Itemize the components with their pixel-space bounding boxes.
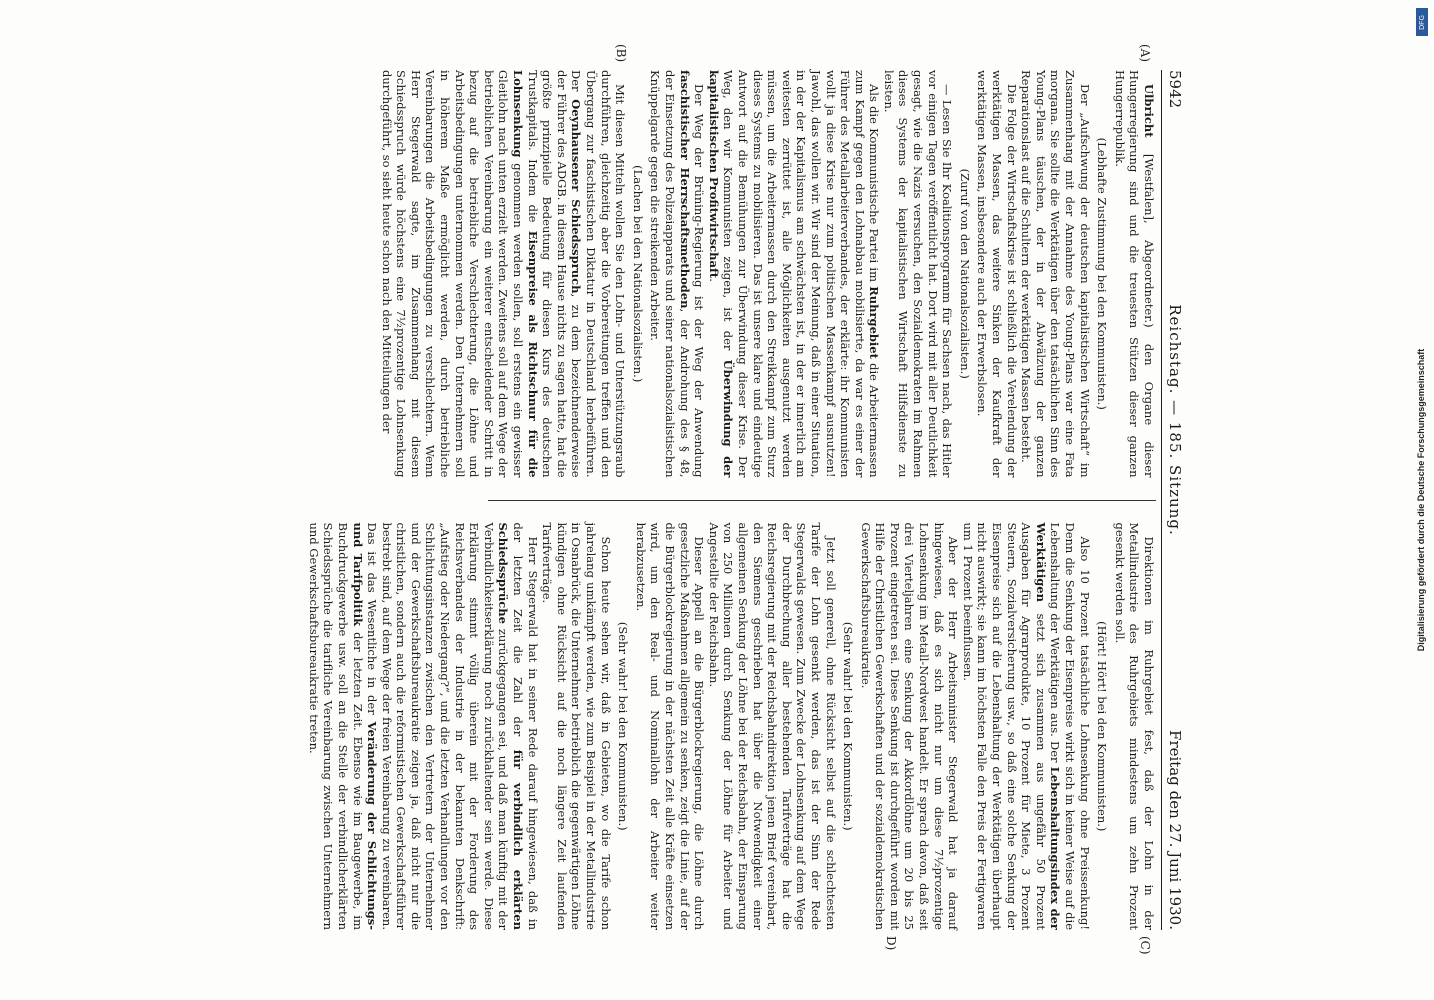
emphasis-term: Lebenshaltungsindex der Werktätigen — [1033, 522, 1063, 930]
column-divider — [488, 500, 1156, 501]
interjection: (Lebhafte Zustimmung bei den Kommunisten.) — [1095, 137, 1110, 410]
paragraph: Dieser Appell an die Bürgerblockregierung, die Löhne durch gesetzliche Maßnahmen allgemein zu senken, zeigt die Linie, auf der die Bürgerblockregierung in der nächsten Zeit alle Kräfte einsetzen wird, um den Real- und Nominallohn der Arbeiter weiter herabzusetzen. — [633, 522, 707, 930]
emphasis-term: Veränderung der Schlichtungs- und Tarifpolitik — [350, 522, 380, 931]
paragraph: Der Weg der Brüning-Regierung ist der Weg der Anwendung faschistischer Herrschaftsmethoden, der Androhung des § 48, der Einsetzung des Polizeiapparats und seiner nationalsozialistischen Knüppelgarde gegen die streikenden Arbeiter. — [648, 70, 707, 478]
interjection: (Sehr wahr! bei den Kommunisten.) — [616, 621, 631, 831]
emphasis-term: Ruhrgebiet — [867, 286, 882, 359]
emphasis-term: Ulbricht — [1142, 84, 1156, 138]
emphasis-term: Überwindung der kapitalistischen Profitwirtschaft — [706, 70, 736, 478]
paragraph: Mit diesen Mitteln wollen Sie den Lohn- und Unterstützungsraub durchführen, gleichzeitig aber die Vorbereitungen treffen und den Übergang zur faschistischen Diktatur in Deutschland herbeiführen. Der Oeynhausener Schiedsspruch, zu dem bezeichnenderweise der Führer des ADGB. in diesem Hause nichts zu sagen hatte, hat die größte prinzipielle Bedeutung für diesen Kurs des deutschen Trustkapitals. Indem die Eisenpreise als Richtschnur für die Lohnsenkung genommen werden sollen, soll erstens ein gewisser Gleitlohn nach unten erzielt werden. Zweitens soll auf dem Wege der betrieblichen Vereinbarung ein weiterer entscheidender Schritt in bezug auf die betriebliche Verschlechterung, die Löhne und Arbeitsbedingungen unternommen werden. Den Unternehmern soll in höherem Maße ermöglicht werden, durch betriebliche Vereinbarungen die Arbeitsbedingungen zu verschlechtern. Wenn Herr Stegerwald sagte, im Zusammenhang mit diesem Schiedsspruch würde höchstens eine 7½prozentige Lohnsenkung durchgeführt, so sieht heute schon nach den Mitteilungen der — [379, 70, 628, 478]
margin-letter-a: (A) — [1138, 44, 1152, 63]
paragraph: Herr Stegerwald hat in seiner Rede darauf hingewiesen, daß in der letzten Zeit die Zahl der für verbindlich erklärten Schiedssprüche zurückgegangen sei, und daß man künftig mit der Verbindlichkeitserklärung noch zurückhaltender sein werde. Diese Erklärung stimmt völlig überein mit der Forderung des Reichsverbandes der Industrie in der bekannten Denkschrift: „Aufstieg oder Niedergang?“, und die letzten Verhandlungen vor den Schlichtungsinstanzen zwischen den Vertretern der Unternehmer und der Gewerkschaftsbureaukratie zeigen ja, daß nicht nur die christlichen, sondern auch die reformistischen Gewerkschaftsführer bestrebt sind, auf dem Wege der freien Vereinbarung zu vereinbaren. Das ist das Wesentliche in der Veränderung der Schlichtungs- und Tarifpolitik der letzten Zeit. Ebenso wie im Baugewerbe, im Buchdruckgewerbe usw. soll an die Stelle der verbindlicherklärten Schiedssprüche die tarifliche Vereinbarung zwischen Unternehmern und Gewerkschaftsbureaukratie treten. — [306, 522, 540, 931]
paragraph: Also 10 Prozent tatsächliche Lohnsenkung ohne Preissenkung! Denn die Senkung der Eisenpreise wirkt sich in keiner Weise auf die Lebenshaltung der Werktätigen aus. Der Lebenshaltungsindex der Werktätigen setzt sich zusammen aus ungefähr 50 Prozent Ausgaben für Agrarprodukte, 10 Prozent für Miete, 3 Prozent Steuern, Sozialversicherung usw., so daß eine solche Senkung der Eisenpreise sich auf die Lebenshaltung der Werktätigen überhaupt nicht auswirkt; sie kann im höchsten Falle den Preis der Fertigwaren um 1 Prozent beeinflussen. — [960, 522, 1092, 930]
paragraph: Schon heute sehen wir, daß in Gebieten, wo die Tarife schon jahrelang umkämpft werden, wie zum Beispiel in der Metallindustrie in Osnabrück, die Unternehmer betrieblich die gegenwärtigen Löhne kündigen ohne Rücksicht auf die noch längere Zeit laufenden Tarifverträge. — [540, 522, 613, 930]
paragraph: Die Folge der Wirtschaftskrise ist schließlich die Verelendung der werktätigen Massen, das weitere Sinken der Kaufkraft der werktätigen Massen, insbesondere auch der Erwerbslosen. — [975, 70, 1019, 478]
margin-letter-c: (C) — [1138, 936, 1152, 955]
text-columns — [306, 70, 1156, 931]
session-title: Reichstag. — 185. Sitzung. — [1166, 304, 1184, 536]
paragraph: Der „Aufschwung der deutschen kapitalistischen Wirtschaft“ im Zusammenhang mit der Annahme des Young-Plans war eine Fata morgana. Sie sollte die Werktätigen über den tatsächlichen Sinn des Young-Plans täuschen, der in der Abwälzung der ganzen Reparationslast auf die Schultern der werktätigen Massen besteht. — [1019, 70, 1092, 478]
interjection: (Sehr wahr! bei den Kommunisten.) — [841, 621, 856, 831]
emphasis-term: für verbindlich erklärten Schiedssprüche — [496, 522, 526, 930]
paragraph: Jetzt soll generell, ohne Rücksicht selbst auf die schlechtesten Tarife der Lohn gesenkt werden, das ist der Sinn der Rede Stegerwalds gewesen. Zum Zwecke der Lohnsenkung auf dem Wege der Durchbrechung aller bestehenden Tarifverträge hat die Reichsregierung mit der Reichsbahndirektion jenen Brief vereinbart, den Siemens geschrieben hat über die Notwendigkeit einer allgemeinen Senkung der Löhne bei der Reichsbahn, der Einsparung von 250 Millionen durch Senkung der Löhne für Arbeiter und Angestellte der Reichsbahn. — [706, 522, 838, 930]
right-column — [306, 522, 1156, 931]
left-column — [379, 70, 1156, 478]
page-header — [1161, 70, 1188, 930]
interjection: (Lachen bei den Nationalsozialisten.) — [630, 165, 645, 383]
paragraph: Als die Kommunistische Partei im Ruhrgebiet die Arbeitermassen zum Kampf gegen den Lohnabbau mobilisierte, da war es einer der Führer des Metallarbeiterverbandes, der erklärte: ihr Kommunisten wollt ja diese Krise nur zum politischen Massenkampf ausnutzen! Jawohl, das wollen wir. Wir sind der Meinung, daß in einer Situation, in der der Kapitalismus am schwächsten ist, in der er innerlich am weitesten zerrüttet ist, alle Möglichkeiten ausgenutzt werden müssen, um die Arbeitermassen durch den Streikkampf zum Sturz dieses Systems zu mobilisieren. Das ist unsere klare und eindeutige Antwort auf die Bemühungen zur Überwindung dieser Krise. Der Weg, den wir Kommunisten zeigen, ist der Überwindung der kapitalistischen Profitwirtschaft. — [706, 70, 882, 478]
page-number: 5942 — [1166, 70, 1184, 109]
paragraph: — Lesen Sie Ihr Koalitionsprogramm für Sachsen nach, das Hitler vor einigen Tagen veröffentlicht hat. Dort wird mit aller Deutlichkeit gesagt, wie die Nazis versuchen, den Sozialdemokraten im Rahmen dieses Systems der kapitalistischen Wirtschaft Hilfsdienste zu leisten. — [881, 70, 955, 478]
dfg-logo: DFG — [1416, 8, 1428, 36]
paragraph: Direktionen im Ruhrgebiet fest, daß der Lohn in der Metallindustrie des Ruhrgebiets mindestens um zehn Prozent gesenkt werden soll. — [1112, 522, 1156, 930]
margin-letter-b: (B) — [614, 44, 628, 63]
session-date: Freitag den 27. Juni 1930. — [1166, 730, 1184, 930]
interjection: (Zuruf von den Nationalsozialisten.) — [957, 168, 972, 379]
margin-letter-d: D) — [884, 936, 898, 951]
emphasis-term: Oeynhausener Schiedsspruch — [569, 99, 584, 294]
paragraph: Ulbricht [Westfalen], Abgeordneter.) den Organe dieser Hungerregierung sind und die treuesten Stützen dieser ganzen Hungerrepublik. — [1112, 70, 1156, 478]
interjection: (Hört! Hört! bei den Kommunisten.) — [1095, 621, 1110, 832]
paragraph: Aber der Herr Arbeitsminister Stegerwald hat ja darauf hingewiesen, daß es sich nicht nur um diese 7½prozentige Lohnsenkung im Metall-Nordwest handelt. Er sprach davon, daß seit drei Vierteljahren eine Senkung der Akkordlöhne um 20 bis 25 Prozent eingetreten sei. Diese Senkung ist durchgeführt worden mit Hilfe der Christlichen Gewerkschaften und der sozialdemokratischen Gewerkschaftsbureaukratie. — [858, 522, 961, 930]
rotated-document-page — [306, 44, 1188, 955]
emphasis-term: Eisenpreise als Richtschnur für die Lohnsenkung — [511, 70, 540, 478]
digitization-credit: Digitalisierung gefördert durch die Deutsche Forschungsgemeinschaft — [1416, 348, 1426, 652]
emphasis-term: faschistischer Herrschaftsmethoden — [677, 70, 692, 309]
